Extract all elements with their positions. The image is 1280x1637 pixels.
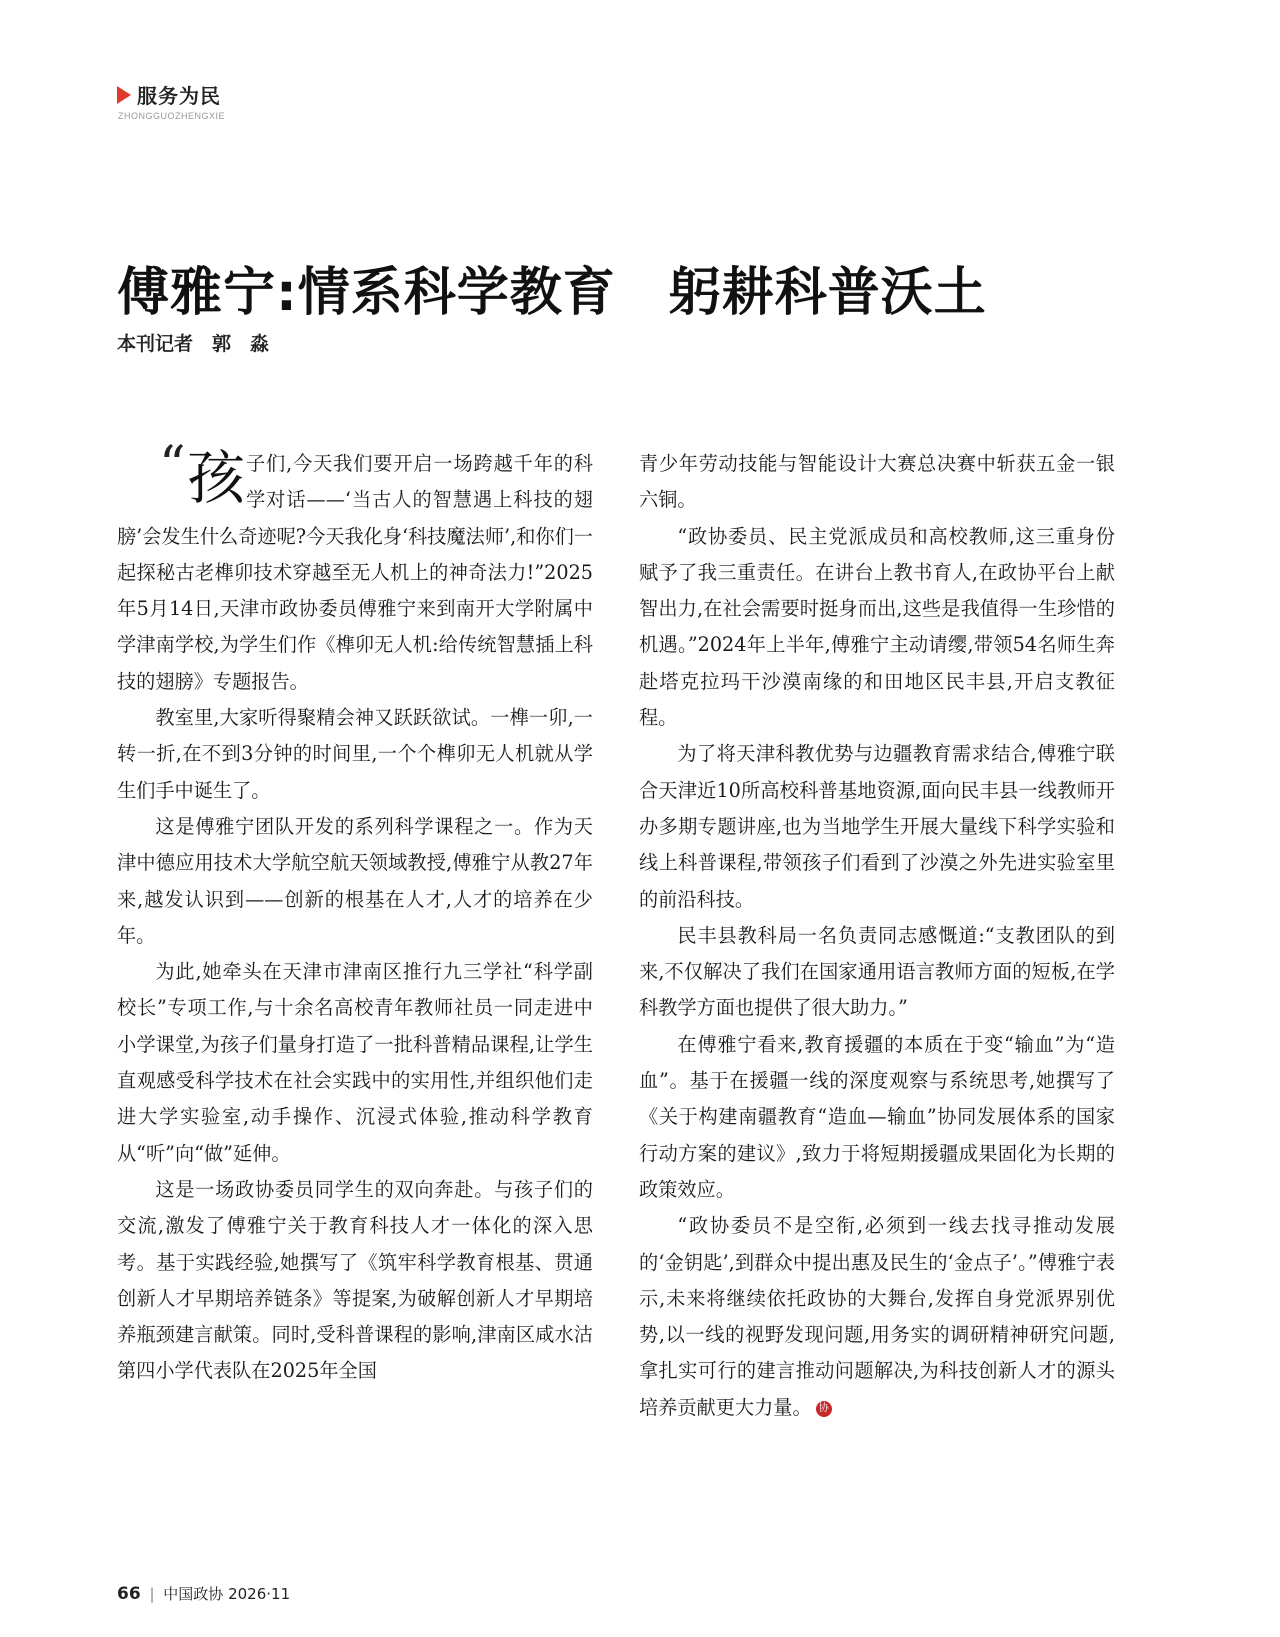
dropcap-block xyxy=(117,436,246,512)
paragraph-text: “政协委员不是空衔,必须到一线去找寻推动发展的‘金钥匙’,到群众中提出惠及民生的‘金点子’。”傅雅宁表示,未来将继续依托政协的大舞台,发挥自身党派界别优势,以一线的视野发现问题,用务实的调研精神研究问题,拿扎实可行的建言推动问题解决,为科技创新人才的源头培养贡献更大力量。 xyxy=(639,1214,1115,1419)
end-mark-icon: 协 xyxy=(816,1401,832,1417)
paragraph-last xyxy=(639,1208,1115,1426)
paragraph: 为此,她牵头在天津市津南区推行九三学社“科学副校长”专项工作,与十余名高校青年教师社员一同走进中小学课堂,为孩子们量身打造了一批科普精品课程,让学生直观感受科学技术在社会实践中的实用性,并组织他们走进大学实验室,动手操作、沉浸式体验,推动科学教育从“听”向“做”延伸。 xyxy=(117,960,593,1165)
paragraph: 这是一场政协委员同学生的双向奔赴。与孩子们的交流,激发了傅雅宁关于教育科技人才一体化的深入思考。基于实践经验,她撰写了《筑牢科学教育根基、贯通创新人才早期培养链条》等提案,为破解创新人才早期培养瓶颈建言献策。同时,受科普课程的影响,津南区咸水沽第四小学代表队在2025年全国 xyxy=(117,1177,593,1383)
paragraph: 青少年劳动技能与智能设计大赛总决赛中斩获五金一银六铜。 xyxy=(639,452,1115,512)
paragraph: 子们,今天我们要开启一场跨越千年的科学对话——‘当古人的智慧遇上科技的翅膀’会发生什么奇迹呢?今天我化身‘科技魔法师’,和你们一起探秘古老榫卯技术穿越至无人机上的神奇法力!”2025年5月14日,天津市政协委员傅雅宁来到南开大学附属中学津南学校,为学生们作《榫卯无人机:给传统智慧插上科技的翅膀》专题报告。 xyxy=(117,452,593,693)
footer-separator: | xyxy=(149,1585,155,1603)
article-column-right xyxy=(639,446,1115,1426)
section-title: 服务为民 xyxy=(137,84,221,108)
issue-number: 2026·11 xyxy=(228,1585,291,1603)
page-footer xyxy=(117,1583,290,1604)
article-byline: 本刊记者 郭 淼 xyxy=(117,333,270,355)
paragraph: 这是傅雅宁团队开发的系列科学课程之一。作为天津中德应用技术大学航空航天领域教授,傅雅宁从教27年来,越发认识到——创新的根基在人才,人才的培养在少年。 xyxy=(117,814,593,947)
article-column-left xyxy=(117,436,593,1390)
section-subtitle: ZHONGGUOZHENGXIE xyxy=(118,111,226,121)
dropcap-letter: 孩 xyxy=(187,444,246,512)
paragraph: “政协委员、民主党派成员和高校教师,这三重身份赋予了我三重责任。在讲台上教书育人,在政协平台上献智出力,在社会需要时挺身而出,这些是我值得一生珍惜的机遇。”2024年上半年,傅雅宁主动请缨,带领54名师生奔赴塔克拉玛干沙漠南缘的和田地区民丰县,开启支教征程。 xyxy=(639,524,1115,730)
triangle-marker-icon xyxy=(117,86,131,104)
paragraph: 在傅雅宁看来,教育援疆的本质在于变“输血”为“造血”。基于在援疆一线的深度观察与系统思考,她撰写了《关于构建南疆教育“造血—输血”协同发展体系的国家行动方案的建议》,致力于将短期援疆成果固化为长期的政策效应。 xyxy=(639,1032,1115,1201)
page-number: 66 xyxy=(117,1584,141,1604)
magazine-name: 中国政协 xyxy=(163,1585,224,1603)
section-header xyxy=(117,80,225,121)
section-title-row xyxy=(117,80,225,109)
paragraph: 民丰县教科局一名负责同志感慨道:“支教团队的到来,不仅解决了我们在国家通用语言教师方面的短板,在学科教学方面也提供了很大助力。” xyxy=(639,923,1115,1020)
opening-quote-mark: “ xyxy=(159,436,186,496)
paragraph: 教室里,大家听得聚精会神又跃跃欲试。一榫一卯,一转一折,在不到3分钟的时间里,一个个榫卯无人机就从学生们手中诞生了。 xyxy=(117,706,593,802)
paragraph: 为了将天津科教优势与边疆教育需求结合,傅雅宁联合天津近10所高校科普基地资源,面向民丰县一线教师开办多期专题讲座,也为当地学生开展大量线下科学实验和线上科普课程,带领孩子们看到了沙漠之外先进实验室里的前沿科技。 xyxy=(639,742,1115,911)
article-headline: 傅雅宁:情系科学教育 躬耕科普沃土 xyxy=(117,263,987,323)
